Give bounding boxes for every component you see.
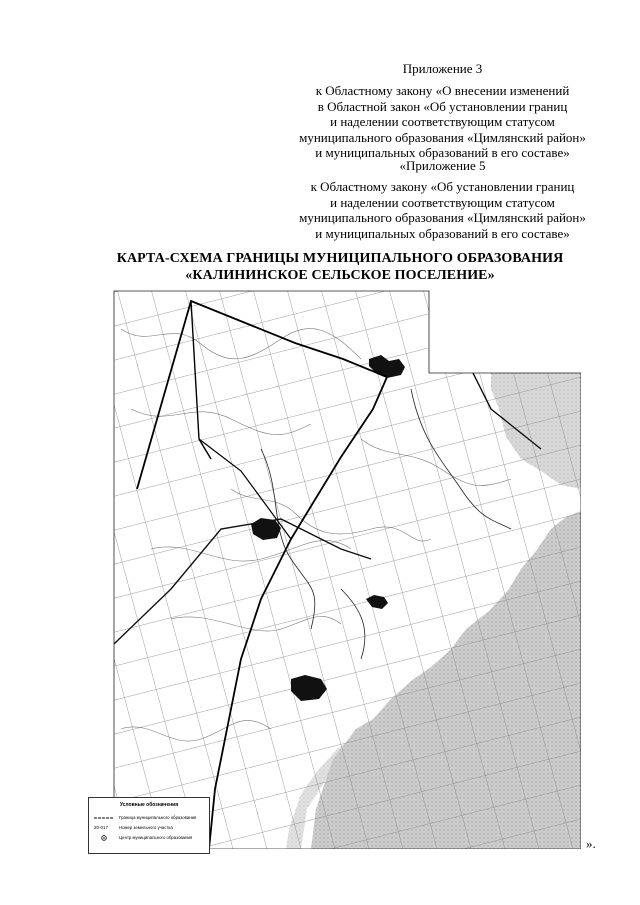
map-scheme [111, 289, 581, 849]
legend-code: 20-017 [94, 825, 109, 830]
legend-item [94, 814, 206, 822]
annex-5-header [270, 158, 615, 241]
map-title-line-2: «КАЛИНИНСКОЕ СЕЛЬСКОЕ ПОСЕЛЕНИЕ» [185, 268, 495, 283]
annex-5-line: к Областному закону «Об установлении границ [310, 179, 575, 195]
annex-5-heading: «Приложение 5 [399, 158, 486, 173]
boundary-symbol-icon [94, 814, 114, 822]
legend-title: Условные обозначения [119, 802, 179, 808]
annex-5-line: муниципального образования «Цимлянский район» [299, 210, 586, 226]
annex-3-line: в Областной закон «Об установлении границ [317, 98, 568, 114]
annex-5-line: и наделении соответствующим статусом [330, 194, 555, 210]
annex-3-line: и муниципальных образований в его составе» [315, 145, 570, 161]
map-title [60, 250, 620, 284]
annex-3-line: муниципального образования «Цимлянский район» [299, 129, 586, 145]
annex-3-line: к Областному закону «О внесении изменений [315, 83, 570, 99]
annex-5-line: и муниципальных образований в его составе» [315, 225, 570, 241]
map-title-line-1: КАРТА-СХЕМА ГРАНИЦЫ МУНИЦИПАЛЬНОГО ОБРАЗОВАНИЯ [116, 251, 564, 266]
center-circle-icon [94, 834, 114, 842]
annex-3-header [270, 61, 615, 160]
legend-label: Центр муниципального образования [119, 835, 193, 840]
legend-label: Номер земельного участка [119, 825, 173, 830]
annex-3-heading: Приложение 3 [402, 61, 483, 76]
legend-label: Граница муниципального образования [119, 815, 197, 820]
annex-3-line: и наделении соответствующим статусом [330, 114, 555, 130]
legend-item [94, 834, 206, 842]
map-legend [88, 797, 210, 854]
legend-item [94, 824, 206, 832]
closing-mark: ». [586, 836, 596, 851]
